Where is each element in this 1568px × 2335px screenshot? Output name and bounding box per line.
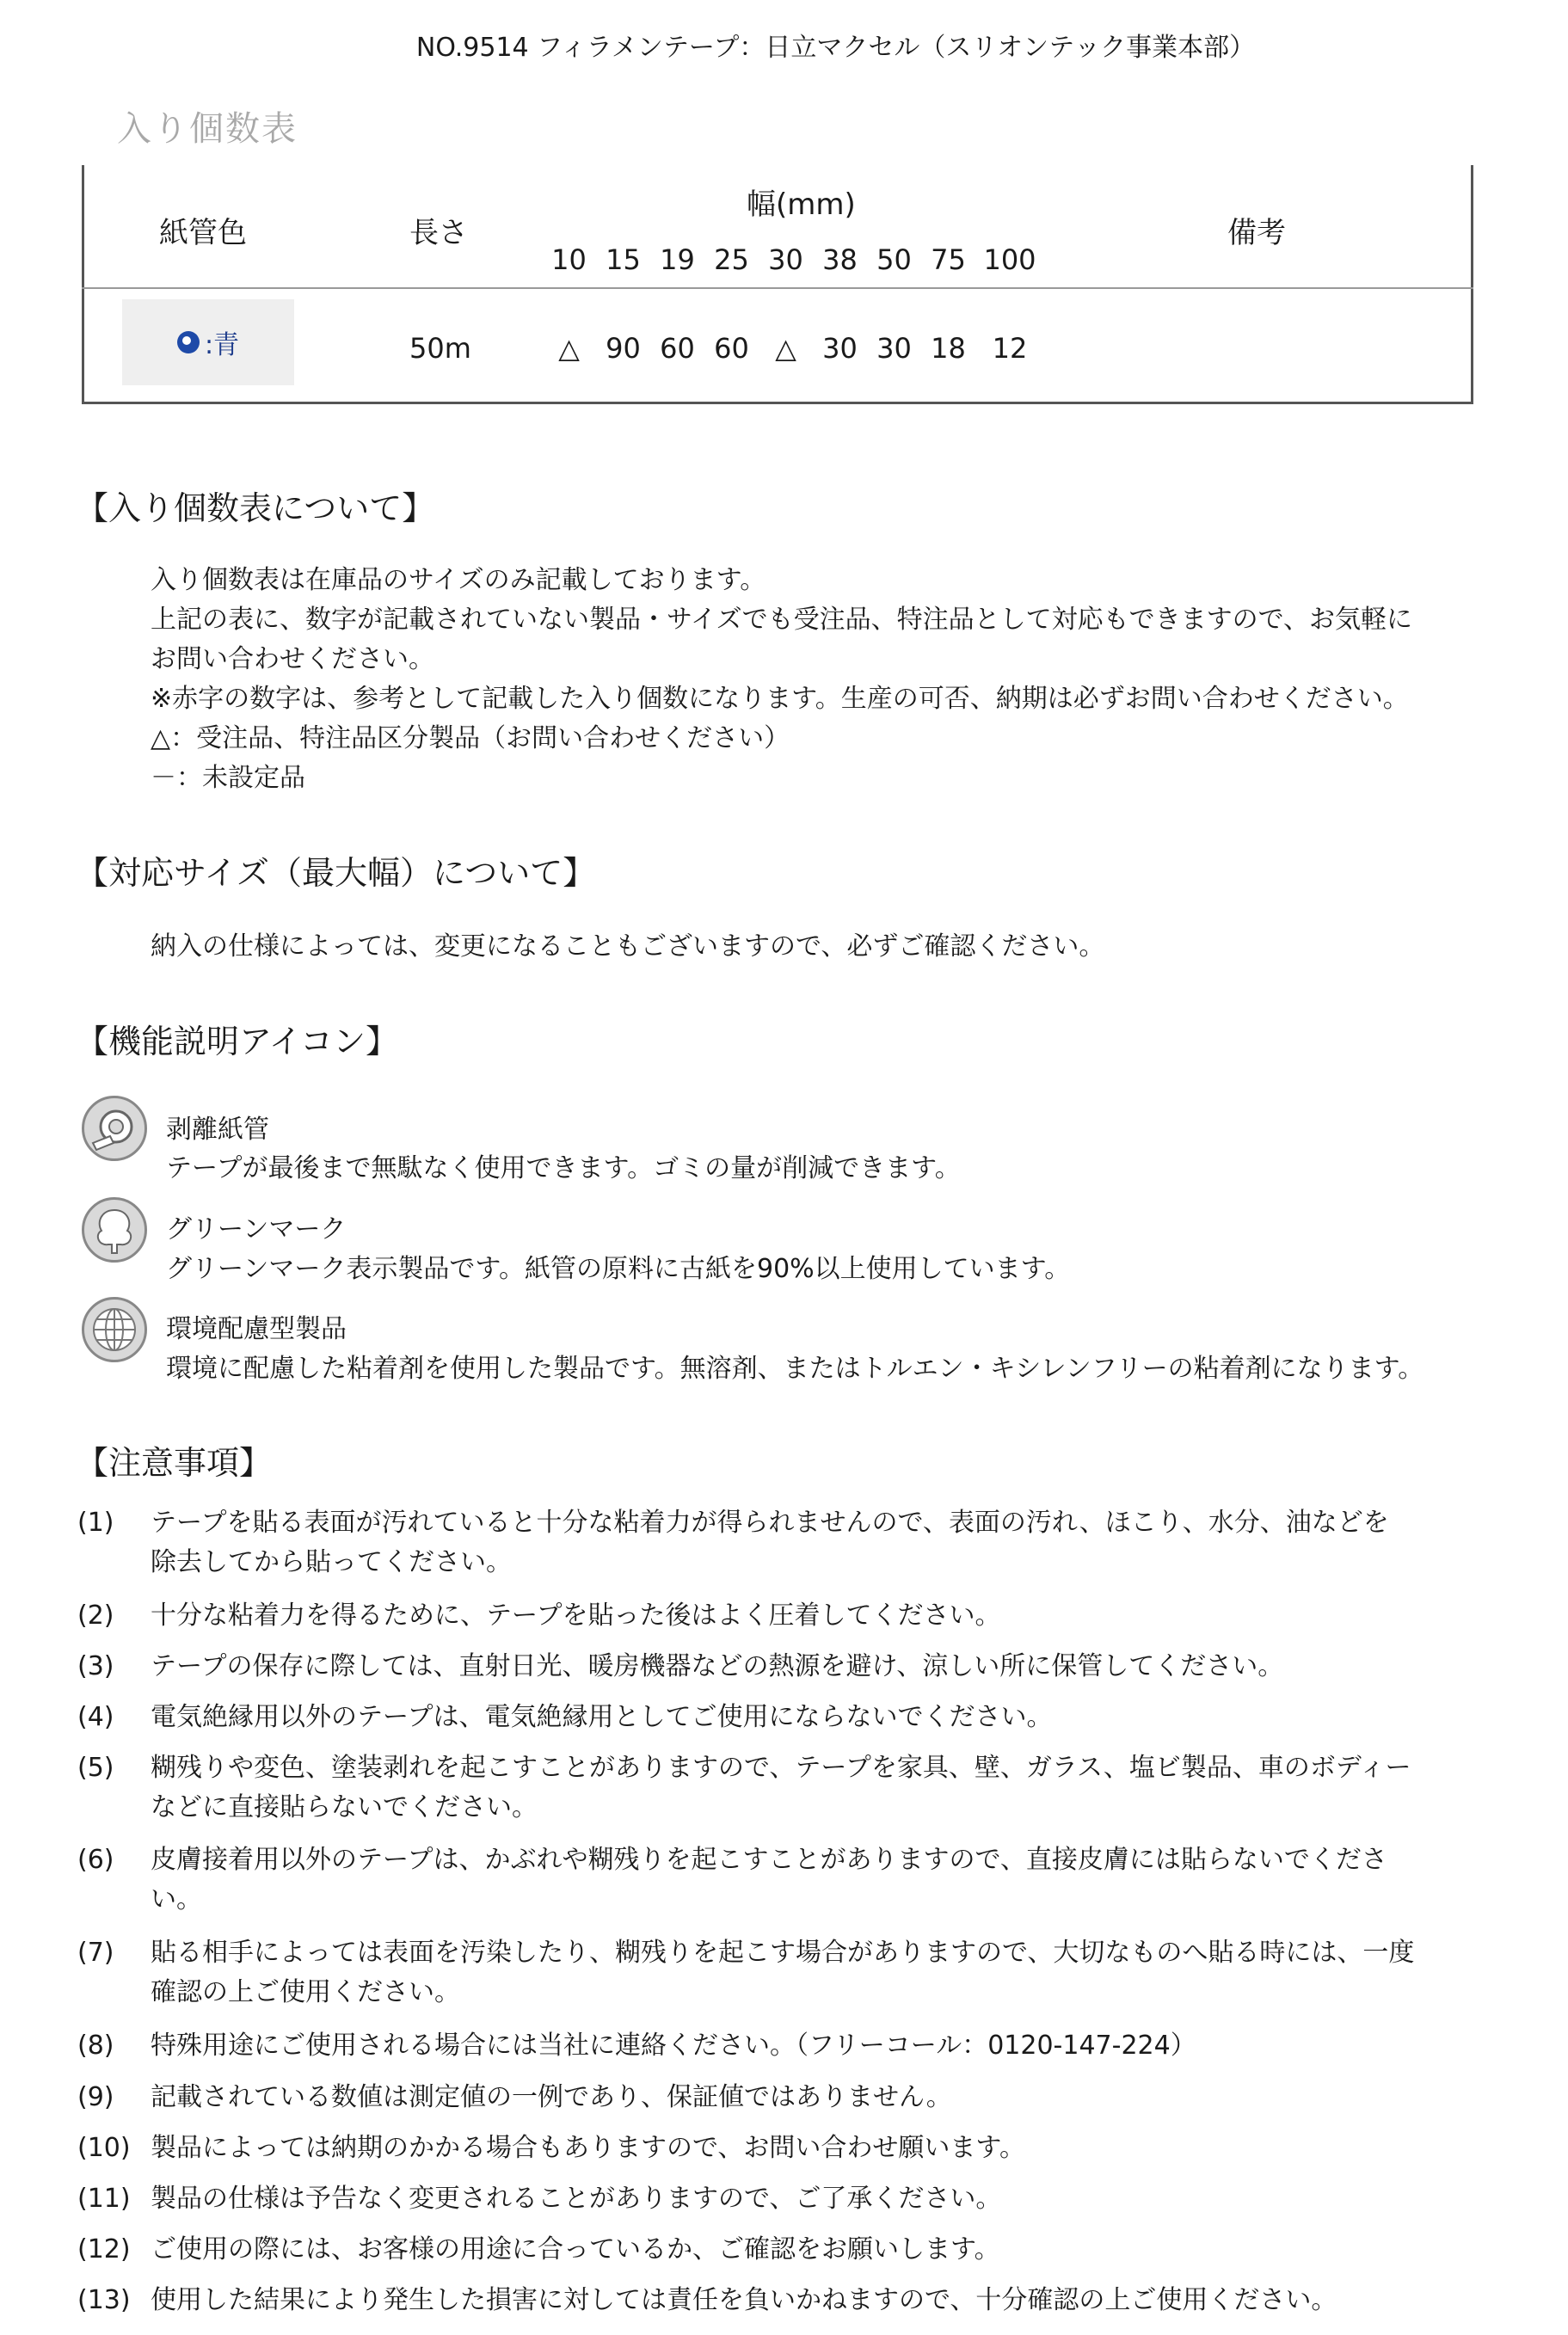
caution-text: 使用した結果により発生した損害に対しては責任を負いかねますので、十分確認の上ご使用ください。 xyxy=(151,2285,1337,2315)
col-header-width: 幅(mm) xyxy=(747,187,856,222)
caution-item xyxy=(77,2179,1001,2219)
tree-icon xyxy=(82,1197,147,1263)
width-value: 19 xyxy=(660,243,695,276)
tape-roll-icon xyxy=(82,1096,147,1161)
text-line: お問い合わせください。 xyxy=(151,644,434,674)
caution-number: (7) xyxy=(77,1938,114,1968)
icons-heading: 【機能説明アイコン】 xyxy=(76,1023,399,1060)
width-values xyxy=(542,243,1044,276)
quantity-cell: 60 xyxy=(660,332,695,365)
width-value: 15 xyxy=(606,243,641,276)
cautions-heading: 【注意事項】 xyxy=(76,1444,273,1482)
core-color-label: :青 xyxy=(204,330,240,360)
feature-name: 環境配慮型製品 xyxy=(166,1314,347,1344)
width-value: 75 xyxy=(931,243,966,276)
caution-item xyxy=(77,1840,1387,1914)
quantity-cell: 30 xyxy=(822,332,858,365)
caution-item xyxy=(77,1503,1389,1577)
caution-text: 糊残りや変色、塗装剥れを起こすことがありますので、テープを家具、壁、ガラス、塩ビ製品、車のボディー xyxy=(151,1753,1411,1783)
caution-item xyxy=(77,1933,1415,2007)
width-value: 100 xyxy=(983,243,1036,276)
caution-text: 記載されている数値は測定値の一例であり、保証値ではありません。 xyxy=(151,2082,952,2112)
caution-text: 電気絶縁用以外のテープは、電気絶縁用としてご使用にならないでください。 xyxy=(151,1702,1053,1732)
feature-name: グリーンマーク xyxy=(166,1214,347,1244)
caution-number: (8) xyxy=(77,2031,114,2061)
caution-number: (5) xyxy=(77,1753,114,1783)
about-table-heading: 【入り個数表について】 xyxy=(76,489,435,527)
feature-description: テープが最後まで無駄なく使用できます。ゴミの量が削減できます。 xyxy=(166,1153,961,1183)
quantity-cell: △ xyxy=(775,332,796,365)
text-line: 上記の表に、数字が記載されていない製品・サイズでも受注品、特注品として対応もできますので、お気軽に xyxy=(151,605,1412,635)
caution-item xyxy=(77,1748,1411,1822)
quantity-cell: 18 xyxy=(931,332,966,365)
caution-text: テープを貼る表面が汚れていると十分な粘着力が得られませんので、表面の汚れ、ほこり、水分、油などを xyxy=(151,1508,1389,1538)
caution-text: などに直接貼らないでください。 xyxy=(151,1792,538,1822)
caution-text: テープの保存に際しては、直射日光、暖房機器などの熱源を避け、涼しい所に保管してください。 xyxy=(151,1651,1284,1681)
length-value: 50m xyxy=(409,332,471,365)
text-line: ※赤字の数字は、参考として記載した入り個数になります。生産の可否、納期は必ずお問い合わせください。 xyxy=(151,684,1409,714)
caution-text: 製品の仕様は予告なく変更されることがありますので、ご了承ください。 xyxy=(151,2184,1002,2214)
width-value: 30 xyxy=(768,243,803,276)
sizes-heading: 【対応サイズ（最大幅）について】 xyxy=(76,854,596,892)
core-color-chip xyxy=(122,299,294,385)
caution-text: 製品によっては納期のかかる場合もありますので、お問い合わせ願います。 xyxy=(151,2133,1025,2163)
caution-number: (13) xyxy=(77,2285,131,2315)
caution-number: (12) xyxy=(77,2234,131,2264)
quantity-table-title: 入り個数表 xyxy=(117,109,298,149)
caution-text: 除去してから貼ってください。 xyxy=(151,1547,512,1577)
col-header-color: 紙管色 xyxy=(159,216,247,250)
text-line: －：未設定品 xyxy=(151,763,305,793)
width-value: 38 xyxy=(822,243,858,276)
caution-text: 皮膚接着用以外のテープは、かぶれや糊残りを起こすことがありますので、直接皮膚には貼らないでくださ xyxy=(151,1845,1387,1875)
caution-number: (10) xyxy=(77,2133,131,2163)
sizes-text: 納入の仕様によっては、変更になることもございますので、必ずご確認ください。 xyxy=(151,931,1105,962)
caution-number: (2) xyxy=(77,1601,114,1631)
caution-number: (1) xyxy=(77,1508,114,1538)
caution-text: 貼る相手によっては表面を汚染したり、糊残りを起こす場合がありますので、大切なものへ貼る時には、一度 xyxy=(151,1938,1415,1968)
quantity-cell: 12 xyxy=(992,332,1028,365)
globe-icon xyxy=(82,1297,147,1362)
caution-text: 十分な粘着力を得るために、テープを貼った後はよく圧着してください。 xyxy=(151,1601,1001,1631)
col-header-length: 長さ xyxy=(409,216,468,250)
width-value: 10 xyxy=(551,243,587,276)
table-divider xyxy=(82,287,1473,289)
caution-number: (3) xyxy=(77,1651,114,1681)
about-table-text xyxy=(151,561,1412,798)
text-line: △：受注品、特注品区分製品（お問い合わせください） xyxy=(151,723,790,753)
quantity-cell: 30 xyxy=(876,332,912,365)
text-line: 入り個数表は在庫品のサイズのみ記載しております。 xyxy=(151,565,766,595)
width-value: 25 xyxy=(714,243,749,276)
caution-number: (4) xyxy=(77,1702,114,1732)
caution-item xyxy=(77,1698,1053,1737)
feature-description: グリーンマーク表示製品です。紙管の原料に古紙を90%以上使用しています。 xyxy=(166,1254,1071,1284)
caution-item xyxy=(77,2078,952,2117)
quantity-values xyxy=(542,332,1044,365)
caution-number: (9) xyxy=(77,2082,114,2112)
caution-item xyxy=(77,1647,1283,1687)
feature-name: 剥離紙管 xyxy=(166,1115,269,1145)
col-header-notes: 備考 xyxy=(1227,216,1286,250)
caution-item xyxy=(77,2026,1196,2066)
caution-text: ご使用の際には、お客様の用途に合っているか、ご確認をお願いします。 xyxy=(151,2234,1000,2264)
quantity-cell: 60 xyxy=(714,332,749,365)
caution-item xyxy=(77,2129,1025,2168)
document-title: NO.9514 フィラメンテープ：日立マクセル（スリオンテック事業本部） xyxy=(415,33,1256,63)
caution-number: (6) xyxy=(77,1845,114,1875)
caution-number: (11) xyxy=(77,2184,131,2214)
caution-item xyxy=(77,2281,1337,2320)
feature-description: 環境に配慮した粘着剤を使用した製品です。無溶剤、またはトルエン・キシレンフリーの粘着剤になります。 xyxy=(166,1354,1424,1384)
quantity-cell: △ xyxy=(558,332,580,365)
caution-item xyxy=(77,1596,1001,1636)
blue-core-icon xyxy=(177,331,200,353)
width-value: 50 xyxy=(876,243,912,276)
caution-item xyxy=(77,2230,1000,2270)
caution-text: い。 xyxy=(151,1884,202,1914)
quantity-cell: 90 xyxy=(606,332,641,365)
caution-text: 確認の上ご使用ください。 xyxy=(151,1977,460,2007)
caution-text: 特殊用途にご使用される場合には当社に連絡ください。（フリーコール：0120-147-224） xyxy=(151,2031,1196,2061)
